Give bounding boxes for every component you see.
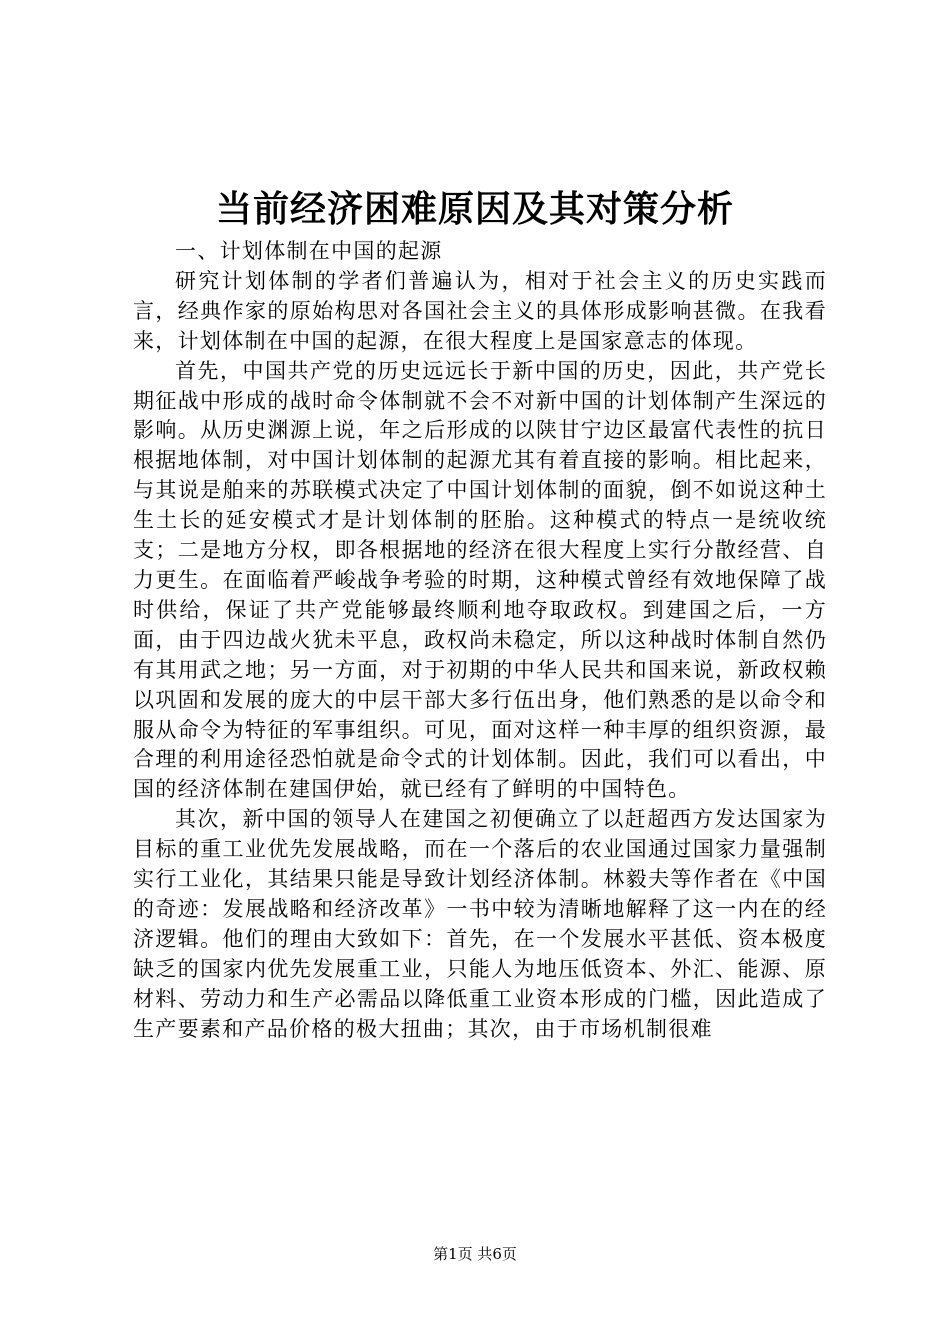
- page-footer: 第1页 共6页: [433, 1245, 517, 1263]
- paragraph: 研究计划体制的学者们普遍认为，相对于社会主义的历史实践而言，经典作家的原始构思对各国社会主义的具体形成影响甚微。在我看来，计划体制在中国的起源，在很大程度上是国家意志的体现。: [133, 268, 827, 353]
- section-heading: 一、计划体制在中国的起源: [175, 239, 443, 263]
- document-title: 当前经济困难原因及其对策分析: [215, 188, 734, 230]
- paragraph: 首先，中国共产党的历史远远长于新中国的历史，因此，共产党长期征战中形成的战时命令体制就不会不对新中国的计划体制产生深远的影响。从历史渊源上说，年之后形成的以陕甘宁边区最富代表性的抗日根据地体制，对中国计划体制的起源尤其有着直接的影响。相比起来，与其说是舶来的苏联模式决定了中国计划体制的面貌，倒不如说这种土生土长的延安模式才是计划体制的胚胎。这种模式的特点一是统收统支；二是地方分权，即各根据地的经济在很大程度上实行分散经营、自力更生。在面临着严峻战争考验的时期，这种模式曾经有效地保障了战时供给，保证了共产党能够最终顺利地夺取政权。到建国之后，一方面，由于四边战火犹未平息，政权尚未稳定，所以这种战时体制自然仍有其用武之地；另一方面，对于初期的中华人民共和国来说，新政权赖以巩固和发展的庞大的中层干部大多行伍出身，他们熟悉的是以命令和服从命令为特征的军事组织。可见，面对这样一种丰厚的组织资源，最合理的利用途径恐怕就是命令式的计划体制。因此，我们可以看出，中国的经济体制在建国伊始，就已经有了鲜明的中国特色。: [133, 358, 827, 802]
- document-body: [133, 237, 827, 1044]
- paragraph: 其次，新中国的领导人在建国之初便确立了以赶超西方发达国家为目标的重工业优先发展战略，而在一个落后的农业国通过国家力量强制实行工业化，其结果只能是导致计划经济体制。林毅夫等作者在《中国的奇迹：发展战略和经济改革》一书中较为清晰地解释了这一内在的经济逻辑。他们的理由大致如下：首先，在一个发展水平甚低、资本极度缺乏的国家内优先发展重工业，只能人为地压低资本、外汇、能源、原材料、劳动力和生产必需品以降低重工业资本形成的门槛，因此造成了生产要素和产品价格的极大扭曲；其次，由于市场机制很难: [133, 807, 827, 1041]
